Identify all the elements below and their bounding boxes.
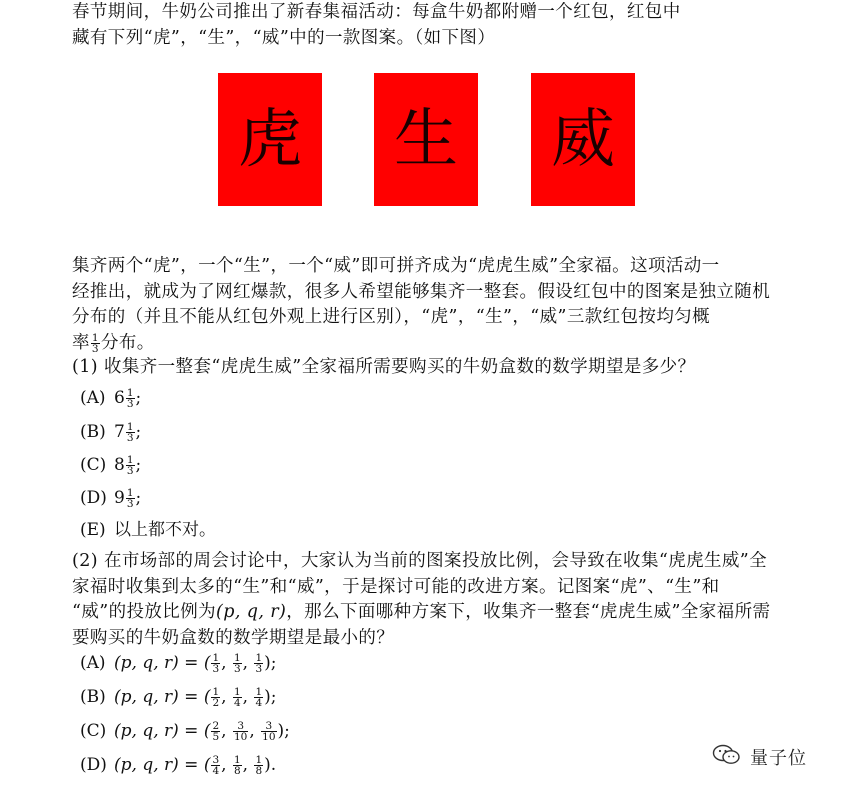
fraction — [126, 488, 135, 509]
fraction-numerator: 1 — [212, 652, 220, 664]
question-1-text: (1) 收集齐一整套“虎虎生威”全家福所需要购买的牛奶盒数的数学期望是多少？ — [72, 357, 696, 377]
fraction — [126, 388, 135, 409]
fraction-denominator: 10 — [233, 731, 248, 743]
fraction-numerator: 1 — [255, 686, 263, 698]
fraction-numerator: 1 — [233, 652, 241, 664]
tile-hu — [218, 73, 322, 206]
fraction — [254, 755, 263, 776]
fraction-denominator: 3 — [126, 398, 134, 410]
fraction — [211, 721, 220, 742]
comma: , — [242, 687, 254, 707]
option-end: ). — [264, 755, 277, 775]
fraction — [233, 653, 242, 674]
math-tuple: (p, q, r) — [216, 602, 287, 622]
option-whole: 7 — [114, 422, 125, 442]
fraction-denominator: 3 — [126, 465, 134, 477]
option-lhs: (p, q, r) = ( — [114, 721, 211, 741]
tile-character: 威 — [551, 102, 615, 177]
tile-wei — [531, 73, 635, 206]
body-line: 集齐两个“虎”，一个“生”，一个“威”即可拼齐成为“虎虎生威”全家福。这项活动一 — [72, 256, 720, 276]
option-end: ; — [135, 388, 142, 408]
question-2-line: (2) 在市场部的周会讨论中，大家认为当前的图案投放比例，会导致在收集“虎虎生威”全 — [72, 551, 768, 571]
fraction — [211, 687, 220, 708]
tile-sheng — [374, 73, 478, 206]
wechat-icon — [712, 743, 742, 771]
fraction-numerator: 1 — [255, 652, 263, 664]
option-label: (C) — [80, 455, 107, 475]
option-whole: 6 — [114, 388, 125, 408]
comma: , — [249, 721, 261, 741]
option-row — [80, 755, 276, 776]
option-whole: 9 — [114, 488, 125, 508]
option-row — [80, 488, 141, 509]
fraction-denominator: 3 — [126, 432, 134, 444]
option-row — [80, 422, 141, 443]
fraction — [233, 687, 242, 708]
fraction-numerator: 2 — [212, 720, 220, 732]
fraction-numerator: 1 — [212, 686, 220, 698]
comma: , — [221, 755, 232, 775]
option-label: (D) — [80, 488, 107, 508]
option-row — [80, 653, 277, 674]
fraction-denominator: 4 — [233, 697, 241, 709]
question-1 — [72, 355, 784, 381]
fraction — [254, 687, 263, 708]
text-fragment: 率 — [72, 332, 90, 353]
comma: , — [221, 687, 232, 707]
fraction — [126, 422, 135, 443]
comma: , — [221, 653, 232, 673]
fraction-numerator: 1 — [233, 754, 241, 766]
fraction-denominator: 2 — [212, 697, 220, 709]
intro-line: 藏有下列“虎”，“生”，“威”中的一款图案。（如下图） — [72, 27, 496, 48]
fraction — [211, 653, 220, 674]
option-label: (A) — [80, 388, 106, 408]
fraction-numerator: 1 — [126, 421, 134, 433]
intro-line: 春节期间，牛奶公司推出了新春集福活动：每盒牛奶都附赠一个红包，红包中 — [72, 2, 681, 22]
option-end: ; — [135, 455, 142, 475]
fraction — [261, 721, 276, 742]
fraction-denominator: 4 — [212, 765, 220, 777]
option-end: ); — [264, 653, 277, 673]
fraction-denominator: 10 — [262, 731, 276, 743]
comma: , — [242, 755, 254, 775]
option-end: ); — [264, 687, 277, 707]
fraction-numerator: 3 — [233, 721, 248, 732]
option-label: (B) — [80, 687, 106, 707]
watermark — [712, 744, 807, 770]
option-end: ; — [135, 488, 142, 508]
text-fragment: “威”的投放比例为 — [72, 602, 216, 622]
option-row — [80, 721, 290, 742]
fraction-denominator: 3 — [212, 663, 220, 675]
question-2-line: 要购买的牛奶盒数的数学期望是最小的？ — [72, 627, 395, 648]
fraction — [211, 755, 220, 776]
fraction-denominator: 8 — [255, 765, 263, 777]
fraction — [91, 333, 100, 354]
option-end: ); — [277, 721, 290, 741]
body-line-last — [72, 331, 784, 357]
comma: , — [221, 721, 232, 741]
fraction-denominator: 8 — [233, 765, 241, 777]
fraction-numerator: 1 — [126, 487, 134, 499]
text-fragment: 分布。 — [101, 332, 155, 353]
fraction-numerator: 1 — [126, 454, 134, 466]
body-line: 分布的（并且不能从红包外观上进行区别），“虎”，“生”，“威”三款红包按均匀概 — [72, 307, 711, 327]
option-end: ; — [135, 422, 142, 442]
option-row — [80, 455, 141, 476]
fraction-denominator: 3 — [233, 663, 241, 675]
option-row — [80, 687, 277, 708]
option-row — [80, 388, 141, 409]
fraction — [254, 653, 263, 674]
option-label: (D) — [80, 755, 107, 775]
fraction-numerator: 1 — [91, 331, 99, 344]
fraction-denominator: 5 — [212, 731, 220, 743]
fraction-numerator: 3 — [261, 721, 276, 732]
body-paragraph — [72, 254, 784, 356]
question-2 — [72, 549, 784, 651]
fraction-numerator: 3 — [212, 754, 220, 766]
fraction-numerator: 1 — [126, 387, 134, 399]
option-e — [80, 520, 216, 540]
comma: , — [242, 653, 254, 673]
question-2-line: 家福时收集到太多的“生”和“威”，于是探讨可能的改进方案。记图案“虎”、“生”和 — [72, 576, 720, 597]
fraction — [233, 721, 248, 742]
fraction-numerator: 1 — [255, 754, 263, 766]
fraction-denominator: 3 — [255, 663, 263, 675]
intro-paragraph — [72, 0, 784, 51]
fraction-denominator: 3 — [126, 498, 134, 510]
option-lhs: (p, q, r) = ( — [114, 687, 211, 707]
option-label: (E) — [80, 520, 106, 540]
watermark-text: 量子位 — [750, 748, 807, 769]
option-lhs: (p, q, r) = ( — [114, 653, 211, 673]
option-lhs: (p, q, r) = ( — [114, 755, 211, 775]
tile-character: 虎 — [238, 102, 302, 177]
option-text: 以上都不对。 — [114, 520, 216, 540]
body-line: 经推出，就成为了网红爆款，很多人希望能够集齐一整套。假设红包中的图案是独立随机 — [72, 281, 771, 302]
option-label: (C) — [80, 721, 107, 741]
fraction-denominator: 4 — [255, 697, 263, 709]
fraction — [233, 755, 242, 776]
option-label: (A) — [80, 653, 106, 673]
tile-character: 生 — [394, 102, 458, 177]
fraction-denominator: 3 — [91, 342, 99, 355]
question-2-line — [72, 600, 784, 626]
fraction-numerator: 1 — [233, 686, 241, 698]
fraction — [126, 455, 135, 476]
text-fragment: ，那么下面哪种方案下，收集齐一整套“虎虎生威”全家福所需 — [286, 602, 771, 622]
option-whole: 8 — [114, 455, 125, 475]
option-label: (B) — [80, 422, 106, 442]
